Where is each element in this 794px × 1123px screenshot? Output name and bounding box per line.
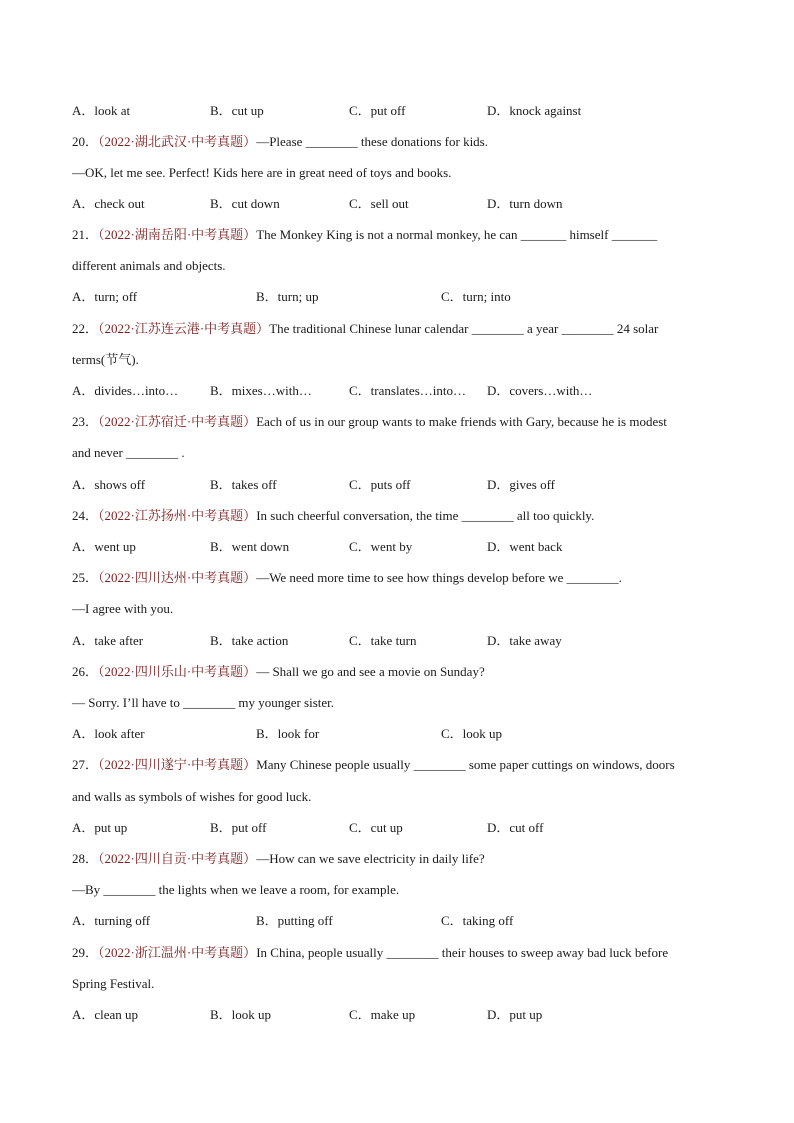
option-b: B．putting off <box>256 913 333 928</box>
stem-text: In China, people usually ________ their houses to sweep away bad luck before <box>256 945 669 960</box>
source-tag: （2022·四川自贡·中考真题） <box>98 851 257 866</box>
source-tag: （2022·江苏连云港·中考真题） <box>98 321 270 336</box>
source-tag: （2022·江苏宿迁·中考真题） <box>98 414 257 429</box>
option-b: B．look up <box>210 1007 272 1022</box>
question-stem <box>72 851 485 867</box>
question-number: 21． <box>72 227 99 242</box>
option-a: A．turn; off <box>72 289 138 304</box>
option-c: C．taking off <box>441 913 514 928</box>
option-a: A．put up <box>72 820 128 835</box>
question-stem <box>72 945 668 961</box>
question-number: 28． <box>72 851 99 866</box>
question-stem <box>72 321 658 337</box>
option-a: A．check out <box>72 196 145 211</box>
option-d: D．cut off <box>487 820 544 835</box>
question-number: 29． <box>72 945 99 960</box>
source-tag: （2022·浙江温州·中考真题） <box>98 945 257 960</box>
option-b: B．put off <box>210 820 267 835</box>
stem-text: The Monkey King is not a normal monkey, he can _______ himself _______ <box>256 227 658 242</box>
stem-text: — Shall we go and see a movie on Sunday? <box>256 664 485 679</box>
stem-text: —How can we save electricity in daily life? <box>256 851 485 866</box>
option-c: C．put off <box>349 103 406 118</box>
option-a: A．look after <box>72 726 145 741</box>
question-number: 20． <box>72 134 99 149</box>
option-b: B．cut down <box>210 196 280 211</box>
option-a: A．clean up <box>72 1007 139 1022</box>
option-a: A．divides…into… <box>72 383 179 398</box>
option-c: C．take turn <box>349 633 417 648</box>
question-line-2: and walls as symbols of wishes for good luck. <box>72 789 312 804</box>
stem-text: The traditional Chinese lunar calendar ________ a year ________ 24 solar <box>269 321 659 336</box>
question-stem <box>72 570 622 586</box>
question-line-2: — Sorry. I’ll have to ________ my younger sister. <box>72 695 335 710</box>
source-tag: （2022·四川乐山·中考真题） <box>98 664 257 679</box>
question-stem <box>72 134 488 150</box>
option-c: C．cut up <box>349 820 403 835</box>
option-d: D．put up <box>487 1007 543 1022</box>
question-number: 22． <box>72 321 99 336</box>
question-line-2: and never ________ . <box>72 445 185 460</box>
source-tag: （2022·四川遂宁·中考真题） <box>98 757 257 772</box>
option-c: C．puts off <box>349 477 411 492</box>
question-number: 26． <box>72 664 99 679</box>
stem-text: Each of us in our group wants to make friends with Gary, because he is modest <box>256 414 667 429</box>
question-line-2: —By ________ the lights when we leave a room, for example. <box>72 882 400 897</box>
question-stem <box>72 757 675 773</box>
question-number: 24． <box>72 508 99 523</box>
option-a: A．went up <box>72 539 136 554</box>
question-number: 25． <box>72 570 99 585</box>
stem-text: In such cheerful conversation, the time ________ all too quickly. <box>256 508 595 523</box>
option-c: C．sell out <box>349 196 409 211</box>
option-d: D．turn down <box>487 196 563 211</box>
option-d: D．gives off <box>487 477 556 492</box>
question-line-2: terms(节气). <box>72 352 139 367</box>
stem-text: —Please ________ these donations for kids. <box>256 134 488 149</box>
option-c: C．went by <box>349 539 413 554</box>
option-c: C．make up <box>349 1007 416 1022</box>
option-d: D．went back <box>487 539 563 554</box>
stem-text: Many Chinese people usually ________ some paper cuttings on windows, doors <box>256 757 675 772</box>
question-line-2: Spring Festival. <box>72 976 155 991</box>
option-b: B．turn; up <box>256 289 319 304</box>
question-line-2: —OK, let me see. Perfect! Kids here are in great need of toys and books. <box>72 165 452 180</box>
option-d: D．take away <box>487 633 562 648</box>
source-tag: （2022·江苏扬州·中考真题） <box>98 508 257 523</box>
question-line-2: different animals and objects. <box>72 258 226 273</box>
option-b: B．take action <box>210 633 289 648</box>
question-stem <box>72 508 594 524</box>
option-b: B．went down <box>210 539 290 554</box>
option-d: D．covers…with… <box>487 383 593 398</box>
option-a: A．turning off <box>72 913 151 928</box>
question-line-2: —I agree with you. <box>72 601 174 616</box>
question-stem <box>72 414 667 430</box>
option-b: B．mixes…with… <box>210 383 312 398</box>
source-tag: （2022·湖北武汉·中考真题） <box>98 134 257 149</box>
option-b: B．cut up <box>210 103 264 118</box>
question-stem <box>72 664 485 680</box>
option-a: A．take after <box>72 633 144 648</box>
option-c: C．turn; into <box>441 289 511 304</box>
option-b: B．look for <box>256 726 320 741</box>
option-d: D．knock against <box>487 103 582 118</box>
question-number: 23． <box>72 414 99 429</box>
question-number: 27． <box>72 757 99 772</box>
option-b: B．takes off <box>210 477 277 492</box>
option-c: C．translates…into… <box>349 383 466 398</box>
option-c: C．look up <box>441 726 503 741</box>
option-a: A．look at <box>72 103 131 118</box>
question-stem <box>72 227 657 243</box>
source-tag: （2022·四川达州·中考真题） <box>98 570 257 585</box>
stem-text: —We need more time to see how things develop before we ________. <box>256 570 622 585</box>
source-tag: （2022·湖南岳阳·中考真题） <box>98 227 257 242</box>
option-a: A．shows off <box>72 477 146 492</box>
